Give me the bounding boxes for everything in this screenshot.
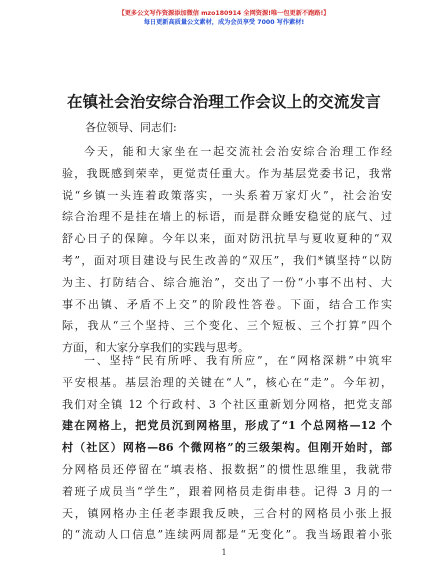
paragraph-line: 综合治理不是挂在墙上的标语，而是群众睡安稳觉的底气、过: [62, 210, 392, 224]
paragraph-line: 方面，和大家分享我们的实践与思考。: [62, 341, 249, 355]
paragraph-line: 天，镇网格办主任老李跟我反映，三合村的网格员小张上报: [62, 506, 392, 520]
promo-banner-line-2: 每日更新高质量公文素材，成为会员享受 7000 写作素材!: [143, 19, 305, 26]
paragraph-1: [62, 141, 392, 359]
paragraph-line: 建在网格上，把党员沉到网格里，形成了“1 个总网格—12 个: [62, 419, 392, 433]
paragraph-2: [62, 350, 392, 546]
paragraph-line: 际，我从“三个坚持、三个变化、三个短板、三个打算”四个: [62, 319, 392, 333]
paragraph-line: 说“乡镇一头连着政策落实，一头系着万家灯火”，社会治安: [62, 188, 392, 202]
paragraph-line: 的“流动人口信息”连续两周都是“无变化”。我当场跟着小张: [62, 528, 392, 542]
paragraph-line: 验，我既感到荣幸，更觉责任重大。作为基层党委书记，我常: [62, 166, 392, 180]
paragraph-line: 考”，面对项目建设与民生改善的“双压”，我们*镇坚持“以防: [62, 253, 392, 267]
paragraph-line: 今天，能和大家坐在一起交流社会治安综合治理工作经: [84, 145, 392, 158]
promo-banner-line-1: 【更多公文写作资源添加微信 mzo180914 全网资源!唯一包更新不跑路!】: [118, 10, 330, 17]
paragraph-line: 着班子成员当“学生”，跟着网格员走街串巷。记得 3 月的一: [62, 484, 392, 498]
document-title: 在镇社会治安综合治理工作会议上的交流发言: [66, 93, 381, 111]
page-number: 1: [221, 548, 227, 557]
paragraph-line: 我们对全镇 12 个行政村、3 个社区重新划分网格，把党支部: [62, 397, 392, 411]
paragraph-line: 舒心日子的保障。今年以来，面对防汛抗旱与夏收夏种的“双: [62, 232, 392, 246]
paragraph-line: 为主、打防结合、综合施治”，交出了一份“小事不出村、大: [62, 275, 392, 289]
paragraph-line: 平安根基。基层治理的关键在“人”，核心在“走”。今年初，: [62, 375, 392, 389]
paragraph-line: 分网格员还停留在“填表格、报数据”的惯性思维里，我就带: [62, 462, 392, 476]
paragraph-line: 一、坚持“民有所呼、我有所应”，在“网格深耕”中筑牢: [84, 354, 392, 367]
paragraph-line: 村（社区）网格—86 个微网格”的三级架构。但刚开始时，部: [62, 441, 392, 455]
salutation: 各位领导、同志们:: [85, 121, 177, 134]
paragraph-line: 事不出镇、矛盾不上交”的阶段性答卷。下面，结合工作实: [62, 297, 392, 311]
